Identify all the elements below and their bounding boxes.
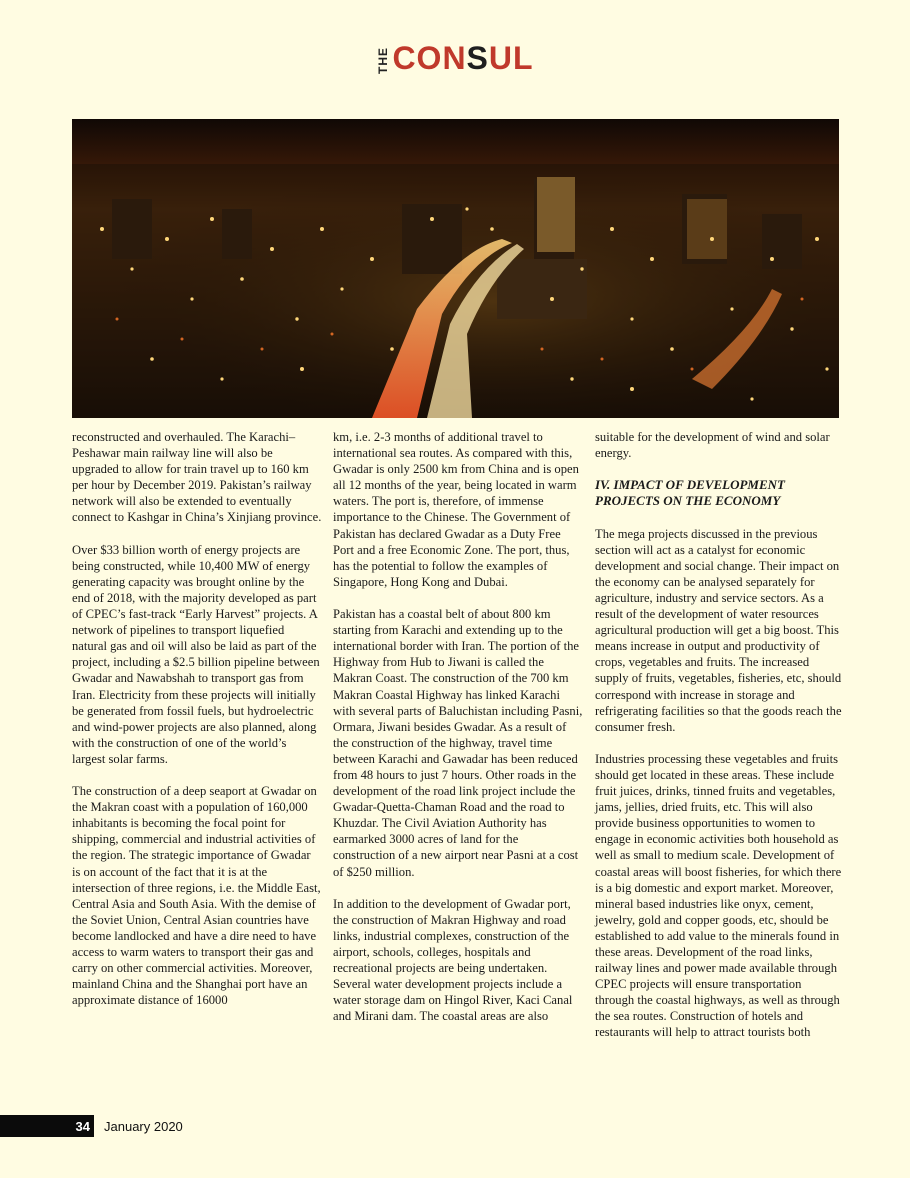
issue-date: January 2020 — [104, 1118, 183, 1134]
section-heading: IV. IMPACT OF DEVELOPMENT PROJECTS ON THE ECONOMY — [595, 477, 785, 509]
paragraph: The construction of a deep seaport at Gwadar on the Makran coast with a population of 160,000 inhabitants is becoming the focal point for shipping, commercial and industrial activities of the region. The strategic importance of Gwadar is on account of the fact that it is at the intersection of three regions, i.e. the Middle East, Central Asia and South Asia. With the demise of the Soviet Union, Central Asian countries have become landlocked and have a dire need to have access to warm waters to transport their gas and carry on other commercial activities. Moreover, mainland China and the Shanghai port have an approximate distance of 16000 — [72, 784, 321, 1008]
page-number: 34 — [0, 1115, 94, 1137]
page-footer — [0, 1115, 910, 1137]
masthead-title — [392, 40, 533, 76]
paragraph: suitable for the development of wind and solar energy. — [595, 430, 830, 461]
night-city-skyline-image — [72, 119, 839, 418]
paragraph: km, i.e. 2-3 months of additional travel to international sea routes. As compared with this, Gwadar is only 2500 km from China and is open all 12 months of the year, being located in warm waters. The port is, therefore, of immense importance to the Chinese. The Government of Pakistan has declared Gwadar as a Duty Free Port and a free Economic Zone. The port, thus, has the potential to follow the examples of Singapore, Hong Kong and Dubai. — [333, 430, 579, 589]
paragraph: The mega projects discussed in the previous section will act as a catalyst for economic development and social change. Their impact on the economy can be analysed separately for agriculture, industry and service sectors. As a result of the development of water resources agricultural production will get a big boost. This means increase in output and productivity of crops, vegetables and fruits. The increased supply of fruits, vegetables, fisheries, etc, should correspond with increase in storage and refrigerating facilities so that the goods reach the consumer fresh. — [595, 526, 842, 734]
article-column-2 — [333, 429, 583, 1041]
paragraph: Over $33 billion worth of energy projects are being constructed, while 10,400 MW of energy generating capacity was brought online by the end of 2018, with the majority developed as part of CPEC’s fast-track “Early Harvest” projects. A network of pipelines to transport liquefied natural gas and oil will also be laid as part of the project, including a $2.5 billion pipeline between Gwadar and Nawabshah to transport gas from Iran. Electricity from these projects will initially be generated from fossil fuels, but hydroelectric and wind-power projects are also planned, along with the construction of one of the world’s largest solar farms. — [72, 542, 320, 766]
paragraph: Industries processing these vegetables and fruits should get located in these areas. These include fruit juices, drinks, tinned fruits and vegetables, jams, jellies, dried fruits, etc. This will also provide business opportunities to women to engage in economic activities both household as well as small to medium scale. Development of coastal areas will boost fisheries, for which there is a big domestic and export market. Moreover, mineral based industries like onyx, cement, jewelry, gold and copper goods, etc, should be established to add value to the minerals found in these areas. Development of the road links, railway lines and power made available through CPEC projects will ensure transportation through the coastal highways, as well as through the sea routes. Construction of hotels and restaurants will help to attract tourists both — [595, 751, 842, 1040]
masthead-con: CON — [392, 40, 467, 76]
masthead-ul: UL — [488, 40, 534, 76]
paragraph: reconstructed and overhauled. The Karachi–Peshawar main railway line will also be upgraded to allow for train travel up to 160 km per hour by December 2019. Pakistan’s railway network will also be extended to eventually connect to Kashgar in China’s Xinjiang province. — [72, 430, 322, 525]
masthead-the: THE — [376, 47, 391, 74]
paragraph: Pakistan has a coastal belt of about 800 km starting from Karachi and extending up to the international border with Iran. The portion of the Highway from Hub to Jiwani is called the Makran Coast. The construction of the 700 km Makran Coastal Highway has linked Karachi with several parts of Baluchistan including Pasni, Ormara, Jiwani besides Gwadar. As a result of the construction of the highway, travel time between Karachi and Gawadar has been reduced from 48 hours to just 7 hours. Other roads in the development of the road link project include the Gwadar-Quetta-Chaman Road and the road to Khuzdar. The Civil Aviation Authority has earmarked 3000 acres of land for the construction of a new airport near Pasni at a cost of $250 million. — [333, 607, 583, 879]
article-column-3 — [595, 429, 843, 1057]
article-column-1 — [72, 429, 322, 1024]
paragraph: In addition to the development of Gwadar port, the construction of Makran Highway and road links, industrial complexes, construction of the airport, schools, colleges, hospitals and recreational projects are being undertaken. Several water development projects include a water storage dam on Hingol River, Kaci Canal and Mirani dam. The coastal areas are also — [333, 896, 573, 1024]
masthead-s: S — [466, 40, 489, 76]
masthead-logo — [0, 40, 910, 76]
